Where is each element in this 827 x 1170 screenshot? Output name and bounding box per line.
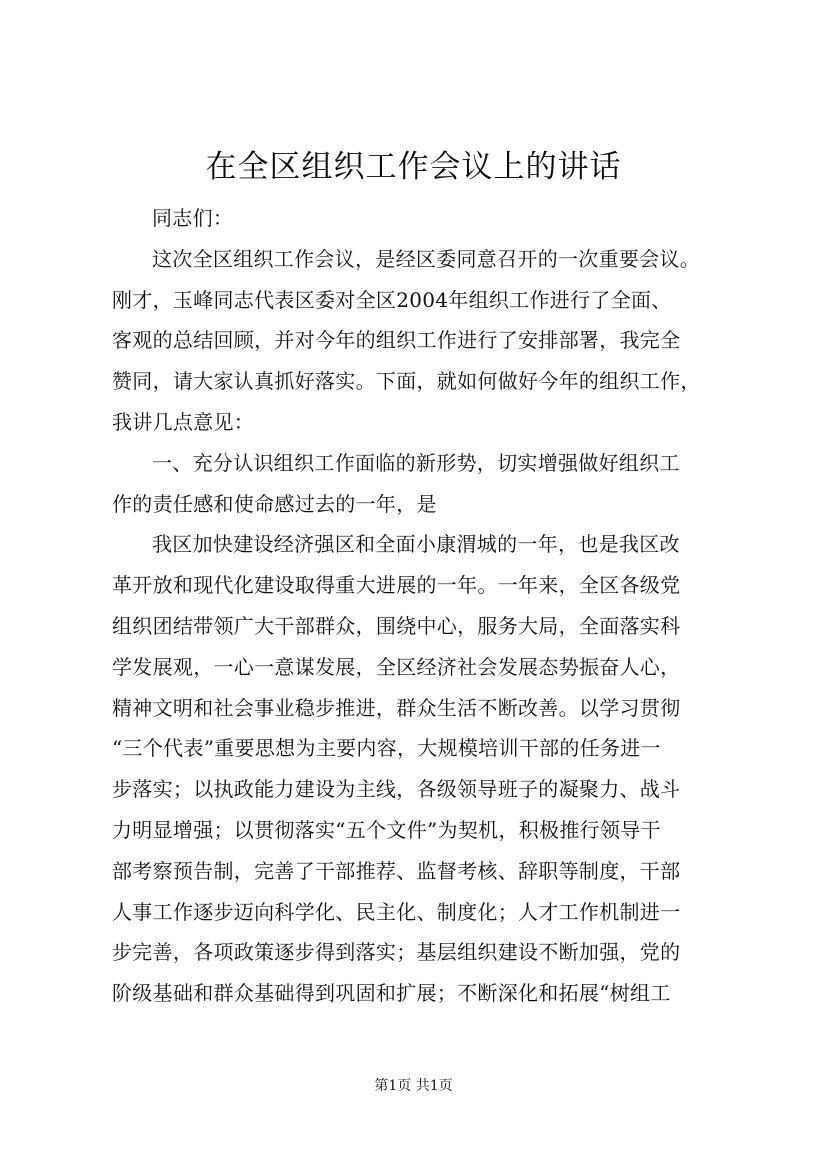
paragraph-line: 步落实；以执政能力建设为主线，各级领导班子的凝聚力、战斗 bbox=[112, 777, 681, 802]
document-body bbox=[112, 198, 732, 1014]
paragraph-line: 客观的总结回顾，并对今年的组织工作进行了安排部署，我完全 bbox=[112, 328, 681, 353]
paragraph-line: 学发展观，一心一意谋发展，全区经济社会发展态势振奋人心， bbox=[112, 654, 681, 679]
paragraph-line: “三个代表”重要思想为主要内容，大规模培训干部的任务进一 bbox=[112, 736, 661, 761]
paragraph-line: 这次全区组织工作会议，是经区委同意召开的一次重要会议。 bbox=[152, 246, 701, 271]
paragraph-line: 阶级基础和群众基础得到巩固和扩展；不断深化和拓展“树组工 bbox=[112, 981, 671, 1006]
paragraph-line: 步完善，各项政策逐步得到落实；基层组织建设不断加强，党的 bbox=[112, 940, 681, 965]
paragraph-line: 我区加快建设经济强区和全面小康渭城的一年，也是我区改 bbox=[152, 532, 680, 557]
paragraph-line: 革开放和现代化建设取得重大进展的一年。一年来，全区各级党 bbox=[112, 573, 681, 598]
document-title: 在全区组织工作会议上的讲话 bbox=[205, 149, 622, 185]
paragraph-line: 精神文明和社会事业稳步推进，群众生活不断改善。以学习贯彻 bbox=[112, 695, 681, 720]
paragraph-line: 组织团结带领广大干部群众，围绕中心，服务大局，全面落实科 bbox=[112, 613, 681, 638]
paragraph-line: 部考察预告制，完善了干部推荐、监督考核、辞职等制度，干部 bbox=[112, 858, 681, 883]
section-heading-line: 一、充分认识组织工作面临的新形势，切实增强做好组织工 bbox=[152, 450, 680, 475]
paragraph-line: 赞同，请大家认真抓好落实。下面，就如何做好今年的组织工作， bbox=[112, 369, 701, 394]
paragraph-line: 人事工作逐步迈向科学化、民主化、制度化；人才工作机制进一 bbox=[112, 899, 681, 924]
paragraph-line: 力明显增强；以贯彻落实“五个文件”为契机，积极推行领导干 bbox=[112, 817, 661, 842]
section-heading-line: 作的责任感和使命感过去的一年，是 bbox=[112, 491, 437, 516]
salutation-line: 同志们： bbox=[152, 206, 234, 230]
page-footer: 第1页 共1页 bbox=[374, 1078, 453, 1094]
paragraph-line: 我讲几点意见： bbox=[112, 409, 255, 434]
paragraph-line: 刚才，玉峰同志代表区委对全区2004年组织工作进行了全面、 bbox=[112, 287, 672, 312]
